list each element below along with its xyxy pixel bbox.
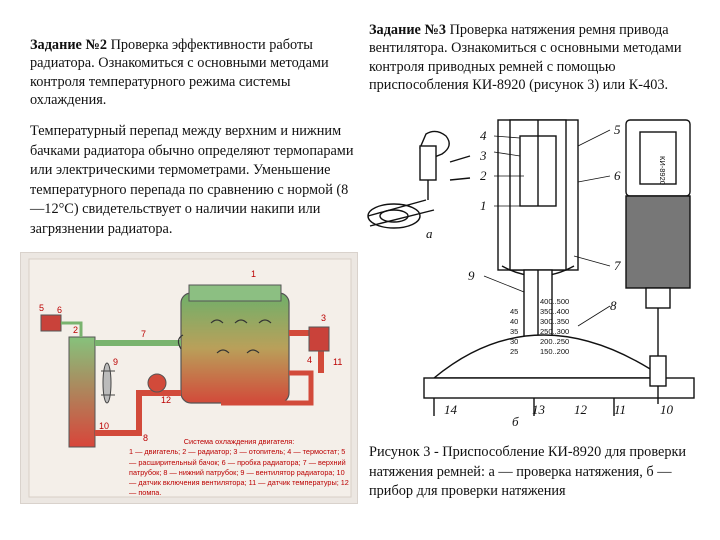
task-3-title: Задание №3 (369, 22, 446, 38)
expansion-tank-shape (41, 315, 61, 331)
task-2-body: Температурный перепад между верхним и нижним бачками радиатора обычно определяют термопарами или электрическими термометрами. Уменьшение температурного перепада по сравнению с нормой (8—12°С) свидетельствует о наличии накипи или загрязнении радиатора. (30, 123, 354, 237)
device-label-5: 5 (614, 122, 621, 137)
scale-reading-4: 250..300 (540, 327, 570, 336)
cooling-label-9: 9 (113, 357, 119, 367)
cooling-label-2: 2 (73, 325, 79, 335)
device-label-11: 11 (614, 402, 627, 417)
cooling-legend (129, 437, 349, 499)
cooling-label-8: 8 (143, 433, 149, 443)
left-scale-40: 40 (510, 317, 519, 326)
cooling-system-figure (20, 252, 358, 504)
task-2-header (30, 36, 360, 109)
radiator-shape (69, 337, 95, 447)
cooling-label-5: 5 (39, 303, 45, 313)
cooling-legend-text: 1 — двигатель; 2 — радиатор; 3 — отопитель; 4 — термостат; 5 — расширительный бачок; 6 — пробка радиатора; 7 — верхний патрубок; 8 — нижний патрубок; 9 — вентилятор радиатора; 10 — датчик включения вентилятора; 11 — датчик температуры; 12 — помпа. (129, 447, 349, 498)
cooling-label-3: 3 (321, 313, 327, 323)
scale-reading-1: 400..500 (540, 297, 570, 306)
device-label-4: 4 (480, 128, 487, 143)
left-scale-45: 45 (510, 307, 519, 316)
cooling-legend-title: Система охлаждения двигателя: (183, 437, 295, 446)
device-label-9: 9 (468, 268, 475, 283)
engine-shape (181, 293, 289, 403)
cooling-label-7: 7 (141, 329, 147, 339)
task-2-title: Задание №2 (30, 37, 107, 53)
device-side-text: КИ-8920 (658, 156, 667, 185)
cooling-label-11: 11 (333, 357, 343, 367)
tension-device-diagram (364, 116, 702, 426)
device-label-1: 1 (480, 198, 487, 213)
task-3-text: Проверка натяжения ремня привода вентилятора. Ознакомиться с основными методами контроля приводных ремней с помощью приспособления КИ-8920 (рисунок 3) или К-403. (369, 22, 682, 93)
cooling-label-6: 6 (57, 305, 63, 315)
scale-reading-5: 200..250 (540, 337, 570, 346)
device-label-14: 14 (444, 402, 457, 417)
cooling-label-12: 12 (161, 395, 172, 405)
left-scale-35: 35 (510, 327, 519, 336)
left-scale-25: 25 (510, 347, 519, 356)
device-sublabel-b: б (512, 414, 519, 426)
cooling-label-1: 1 (251, 269, 257, 279)
figure-caption: Рисунок 3 - Приспособление КИ-8920 для проверки натяжения ремней: а — проверка натяжения, б — прибор для проверки натяжения (369, 444, 687, 500)
task-2-text: Проверка эффективности работы радиатора. Ознакомиться с основными методами контроля температурного режима системы охлаждения. (30, 37, 329, 108)
cooling-label-4: 4 (307, 355, 313, 365)
pump-shape (148, 374, 166, 392)
heater-shape (309, 327, 329, 351)
device-label-3: 3 (480, 148, 487, 163)
device-label-2: 2 (480, 168, 487, 183)
device-label-7: 7 (614, 258, 621, 273)
task-3-header (369, 21, 709, 94)
scale-reading-2: 350..400 (540, 307, 570, 316)
device-sublabel-a: а (426, 226, 433, 241)
device-label-10: 10 (660, 402, 673, 417)
device-label-6: 6 (614, 168, 621, 183)
device-label-12: 12 (574, 402, 587, 417)
tension-device-figure (364, 116, 702, 426)
device-label-13: 13 (532, 402, 545, 417)
cooling-label-10: 10 (99, 421, 110, 431)
left-scale-30: 30 (510, 337, 519, 346)
device-label-8: 8 (610, 298, 617, 313)
scale-reading-3: 300..350 (540, 317, 570, 326)
scale-reading-6: 150..200 (540, 347, 570, 356)
